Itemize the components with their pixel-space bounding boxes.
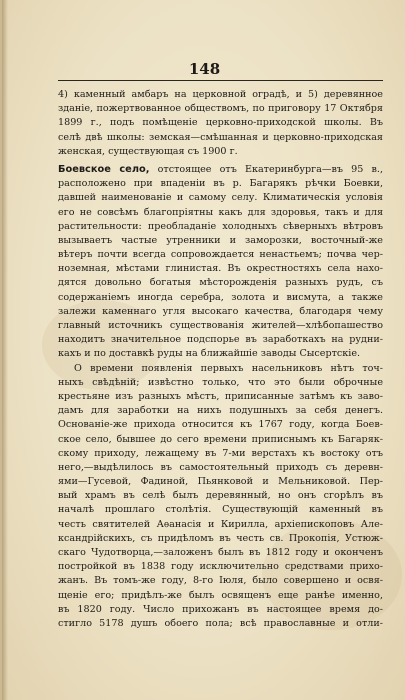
text-line: стигло 5178 душъ обоего пола; всѣ православные и отли- [58, 617, 383, 629]
text-line: главный источникъ существованія жителей—хлѣбопашество [58, 320, 383, 331]
text-line: залежи каменнаго угля высокаго качества, благодаря чему [58, 305, 383, 317]
text-line: ноземная, мѣстами глинистая. Въ окрестностяхъ села нахо- [58, 263, 383, 275]
text-line: его не совсѣмъ благопріятны какъ для здоровья, такъ и для [58, 206, 383, 218]
text-line: началѣ прошлаго столѣтія. Существующій каменный въ [58, 504, 383, 516]
text-line: селѣ двѣ школы: земская—смѣшанная и церковно-приходская [58, 131, 383, 143]
text-line: ныхъ свѣдѣній; извѣстно только, что это были оброчные [58, 376, 383, 388]
text-line: скому приходу, лежащему въ 7-ми верстахъ къ востоку отъ [58, 447, 383, 459]
text-line: въ 1820 году. Число прихожанъ въ настоящее время до- [58, 603, 383, 615]
text-line: вѣтеръ почти всегда сопровождается ненастьемъ; почва чер- [58, 249, 383, 261]
text-segment: отстоящее отъ Екатеринбурга—въ 95 в., [149, 163, 383, 175]
text-line: щеніе его; придѣлъ-же былъ освященъ еще ранѣе именно, [58, 589, 383, 601]
text-line: крестьяне изъ разныхъ мѣстъ, приписанные затѣмъ къ заво- [58, 390, 383, 402]
text-line: Основаніе-же прихода относится къ 1767 году, когда Боев- [58, 419, 383, 431]
text-line: растительности: преобладаніе холодныхъ сѣверныхъ вѣтровъ [58, 220, 383, 232]
text-line: 4) каменный амбаръ на церковной оградѣ, и 5) деревянное [58, 89, 383, 100]
body-text [58, 88, 383, 631]
page-spine-shadow [2, 0, 8, 700]
page-number: 148 [188, 60, 221, 78]
text-line: жанъ. Въ томъ-же году, 8-го Іюля, было совершено и освя- [58, 575, 383, 587]
text-line: ское село, бывшее до сего времени приписнымъ къ Багаряк- [58, 433, 383, 445]
text-line: честь святителей Аѳанасія и Кирилла, архіепископовъ Але- [58, 518, 383, 530]
text-line: ксандрійскихъ, съ придѣломъ въ честь св. Прокопія, Устюж- [58, 532, 383, 544]
text-line: скаго Чудотворца,—заложенъ былъ въ 1812 году и оконченъ [58, 547, 383, 558]
text-line: женская, существующая съ 1900 г. [58, 145, 238, 157]
text-line: него,—выдѣлилось въ самостоятельный приходъ съ деревн- [58, 461, 383, 473]
header-rule [58, 80, 383, 81]
text-line: вызываетъ частые утренники и заморозки, восточный-же [58, 234, 383, 246]
text-line: давшей наименованіе и самому селу. Климатическія условія [58, 192, 383, 204]
text-line: ями—Гусевой, Фадиной, Пьянковой и Мельниковой. Пер- [58, 476, 383, 488]
text-line: содержаніемъ иногда серебра, золота и висмута, а также [58, 291, 383, 303]
section-heading: Боевское село, [58, 163, 150, 175]
text-line: кахъ и по доставкѣ руды на ближайшіе заводы Сысертскіе. [58, 348, 361, 360]
text-line-with-heading [58, 163, 383, 177]
text-line: О времени появленія первыхъ насельниковъ нѣтъ точ- [74, 362, 383, 374]
text-line: зданіе, пожертвованное обществомъ, по приговору 17 Октября [58, 103, 383, 115]
text-line: дамъ для заработки на нихъ подушныхъ за себя денегъ. [58, 405, 383, 417]
text-line: вый храмъ въ селѣ былъ деревянный, но онъ сгорѣлъ въ [58, 490, 383, 502]
text-line: 1899 г., подъ помѣщеніе церковно-приходской школы. Въ [58, 117, 383, 129]
text-line: расположено при впаденіи въ р. Багарякъ рѣчки Боевки, [58, 178, 383, 190]
text-line: постройкой въ 1838 году исключительно средствами прихо- [58, 561, 383, 573]
text-line: дятся довольно богатыя мѣсторожденія разныхъ рудъ, съ [58, 277, 383, 289]
text-line: находитъ значительное подспорье въ заработкахъ на рудни- [58, 334, 383, 346]
